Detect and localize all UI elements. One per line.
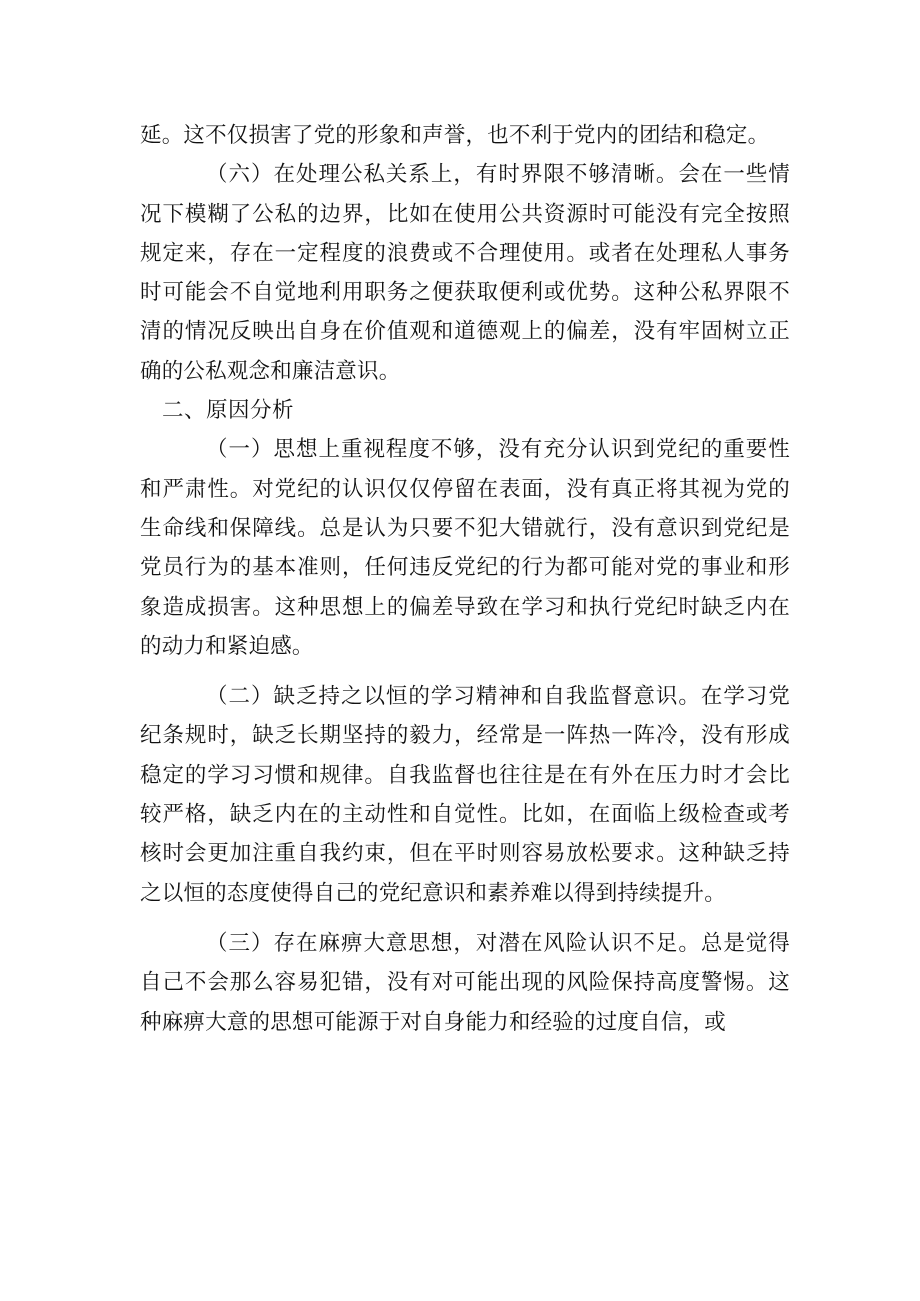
paragraph-cause-two: （二）缺乏持之以恒的学习精神和自我监督意识。在学习党纪条规时，缺乏长期坚持的毅力，经常是一阵热一阵冷，没有形成稳定的学习习惯和规律。自我监督也往往是在有外在压力时才会比较严格，缺乏内在的主动性和自觉性。比如，在面临上级检查或考核时会更加注重自我约束，但在平时则容易放松要求。这种缺乏持之以恒的态度使得自己的党纪意识和素养难以得到持续提升。 <box>140 684 790 906</box>
paragraph-item-six: （六）在处理公私关系上，有时界限不够清晰。会在一些情况下模糊了公私的边界，比如在使用公共资源时可能没有完全按照规定来，存在一定程度的浪费或不合理使用。或者在处理私人事务时可能会不自觉地利用职务之便获取便利或优势。这种公私界限不清的情况反映出自身在价值观和道德观上的偏差，没有牢固树立正确的公私观念和廉洁意识。 <box>140 162 790 384</box>
paragraph-cause-three: （三）存在麻痹大意思想，对潜在风险认识不足。总是觉得自己不会那么容易犯错，没有对可能出现的风险保持高度警惕。这种麻痹大意的思想可能源于对自身能力和经验的过度自信，或 <box>140 930 790 1035</box>
paragraph-continuation: 延。这不仅损害了党的形象和声誉，也不利于党内的团结和稳定。 <box>140 123 770 148</box>
section-heading-cause-analysis: 二、原因分析 <box>162 398 295 424</box>
paragraph-cause-one: （一）思想上重视程度不够，没有充分认识到党纪的重要性和严肃性。对党纪的认识仅仅停留在表面，没有真正将其视为党的生命线和保障线。总是认为只要不犯大错就行，没有意识到党纪是党员行为的基本准则，任何违反党纪的行为都可能对党的事业和形象造成损害。这种思想上的偏差导致在学习和执行党纪时缺乏内在的动力和紧迫感。 <box>140 437 790 659</box>
document-body <box>140 116 790 1042</box>
